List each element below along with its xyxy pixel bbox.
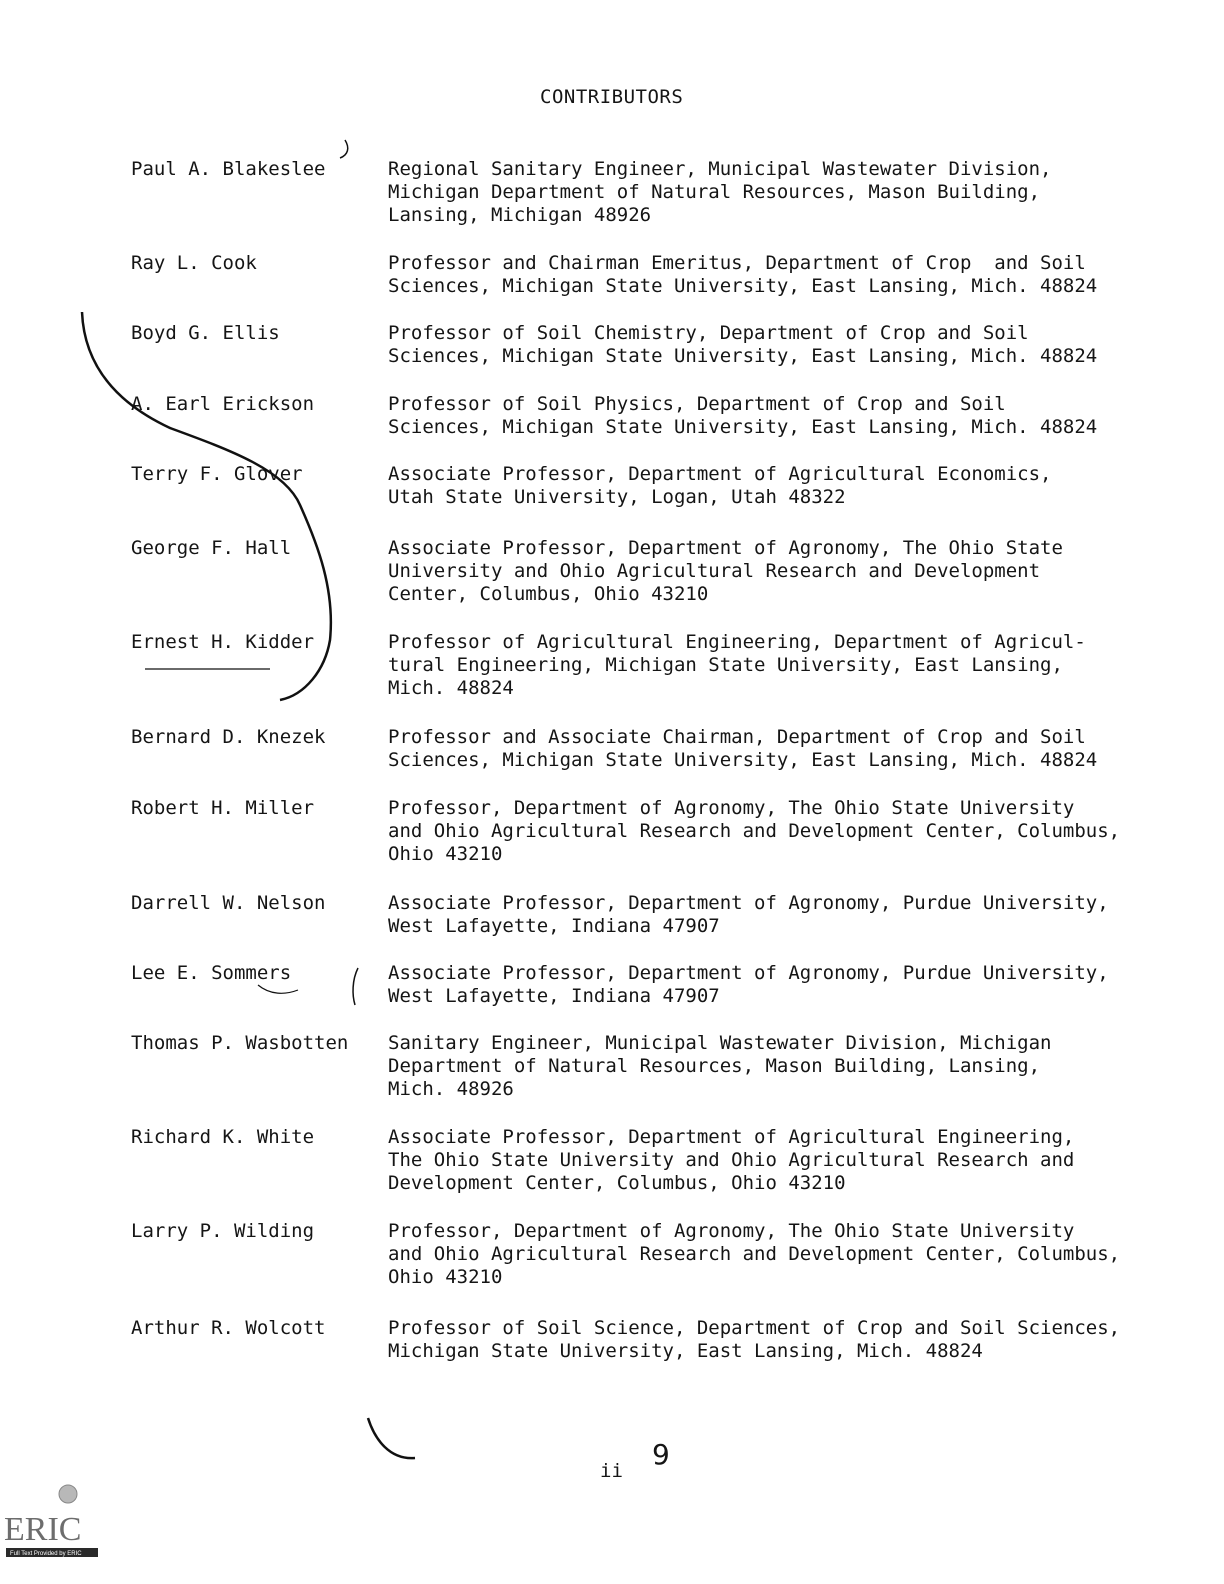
contributor-name: Darrell W. Nelson <box>131 892 326 914</box>
contributor-name: Richard K. White <box>131 1126 315 1148</box>
affiliation-line: Associate Professor, Department of Agronomy, The Ohio State <box>388 537 1063 559</box>
contributor-name: Larry P. Wilding <box>131 1220 315 1242</box>
affiliation-line: and Ohio Agricultural Research and Development Center, Columbus, <box>388 1243 1121 1265</box>
affiliation-line: Professor, Department of Agronomy, The Ohio State University <box>388 1220 1075 1242</box>
contributor-name: Arthur R. Wolcott <box>131 1317 326 1339</box>
contributor-name: Boyd G. Ellis <box>131 322 280 344</box>
affiliation-line: Professor of Soil Science, Department of Crop and Soil Sciences, <box>388 1317 1121 1339</box>
pen-stroke-tail <box>368 1418 415 1458</box>
contributor-name: Bernard D. Knezek <box>131 726 326 748</box>
affiliation-line: West Lafayette, Indiana 47907 <box>388 915 720 937</box>
affiliation-line: Associate Professor, Department of Agronomy, Purdue University, <box>388 962 1109 984</box>
affiliation-line: Michigan State University, East Lansing, Mich. 48824 <box>388 1340 983 1362</box>
affiliation-line: Sciences, Michigan State University, East Lansing, Mich. 48824 <box>388 275 1098 297</box>
pen-stroke-check <box>340 140 348 158</box>
affiliation-line: Regional Sanitary Engineer, Municipal Wastewater Division, <box>388 158 1052 180</box>
affiliation-line: Utah State University, Logan, Utah 48322 <box>388 486 846 508</box>
page-number: ii <box>600 1460 623 1482</box>
handwritten-number: 9 <box>652 1438 670 1471</box>
affiliation-line: Professor, Department of Agronomy, The Ohio State University <box>388 797 1075 819</box>
svg-text:ERIC: ERIC <box>4 1511 82 1548</box>
affiliation-line: Associate Professor, Department of Agronomy, Purdue University, <box>388 892 1109 914</box>
pen-stroke-swoosh <box>258 985 298 993</box>
affiliation-line: Mich. 48926 <box>388 1078 514 1100</box>
affiliation-line: and Ohio Agricultural Research and Development Center, Columbus, <box>388 820 1121 842</box>
page-title: CONTRIBUTORS <box>540 86 684 108</box>
affiliation-line: tural Engineering, Michigan State University, East Lansing, <box>388 654 1063 676</box>
affiliation-line: University and Ohio Agricultural Research and Development <box>388 560 1041 582</box>
pen-stroke-long <box>82 312 331 700</box>
contributor-name: George F. Hall <box>131 537 292 559</box>
contributor-name: Ray L. Cook <box>131 252 257 274</box>
affiliation-line: Ohio 43210 <box>388 1266 503 1288</box>
affiliation-line: Professor of Soil Physics, Department of Crop and Soil <box>388 393 1006 415</box>
affiliation-line: Sciences, Michigan State University, East Lansing, Mich. 48824 <box>388 416 1098 438</box>
affiliation-line: Michigan Department of Natural Resources, Mason Building, <box>388 181 1041 203</box>
contributor-name: Paul A. Blakeslee <box>131 158 326 180</box>
affiliation-line: Ohio 43210 <box>388 843 503 865</box>
svg-text:Full Text Provided by ERIC: Full Text Provided by ERIC <box>10 1551 82 1557</box>
affiliation-line: Professor and Chairman Emeritus, Department of Crop and Soil <box>388 252 1086 274</box>
affiliation-line: Associate Professor, Department of Agricultural Economics, <box>388 463 1052 485</box>
affiliation-line: Professor of Agricultural Engineering, Department of Agricul- <box>388 631 1086 653</box>
contributor-name: Lee E. Sommers <box>131 962 292 984</box>
affiliation-line: Sciences, Michigan State University, East Lansing, Mich. 48824 <box>388 749 1098 771</box>
affiliation-line: Development Center, Columbus, Ohio 43210 <box>388 1172 846 1194</box>
affiliation-line: Professor and Associate Chairman, Department of Crop and Soil <box>388 726 1086 748</box>
contributor-name: Terry F. Glover <box>131 463 303 485</box>
affiliation-line: The Ohio State University and Ohio Agricultural Research and <box>388 1149 1075 1171</box>
affiliation-line: Sciences, Michigan State University, East Lansing, Mich. 48824 <box>388 345 1098 367</box>
affiliation-line: Associate Professor, Department of Agricultural Engineering, <box>388 1126 1075 1148</box>
affiliation-line: Mich. 48824 <box>388 677 514 699</box>
contributor-name: Ernest H. Kidder <box>131 631 315 653</box>
contributor-name: Robert H. Miller <box>131 797 315 819</box>
contributor-name: A. Earl Erickson <box>131 393 315 415</box>
affiliation-line: Department of Natural Resources, Mason Building, Lansing, <box>388 1055 1041 1077</box>
affiliation-line: Center, Columbus, Ohio 43210 <box>388 583 709 605</box>
affiliation-line: Lansing, Michigan 48926 <box>388 204 652 226</box>
affiliation-line: Professor of Soil Chemistry, Department of Crop and Soil <box>388 322 1029 344</box>
pen-stroke-bracket <box>353 968 358 1005</box>
affiliation-line: Sanitary Engineer, Municipal Wastewater Division, Michigan <box>388 1032 1052 1054</box>
eric-logo <box>2 1482 102 1572</box>
contributor-name: Thomas P. Wasbotten <box>131 1032 349 1054</box>
affiliation-line: West Lafayette, Indiana 47907 <box>388 985 720 1007</box>
